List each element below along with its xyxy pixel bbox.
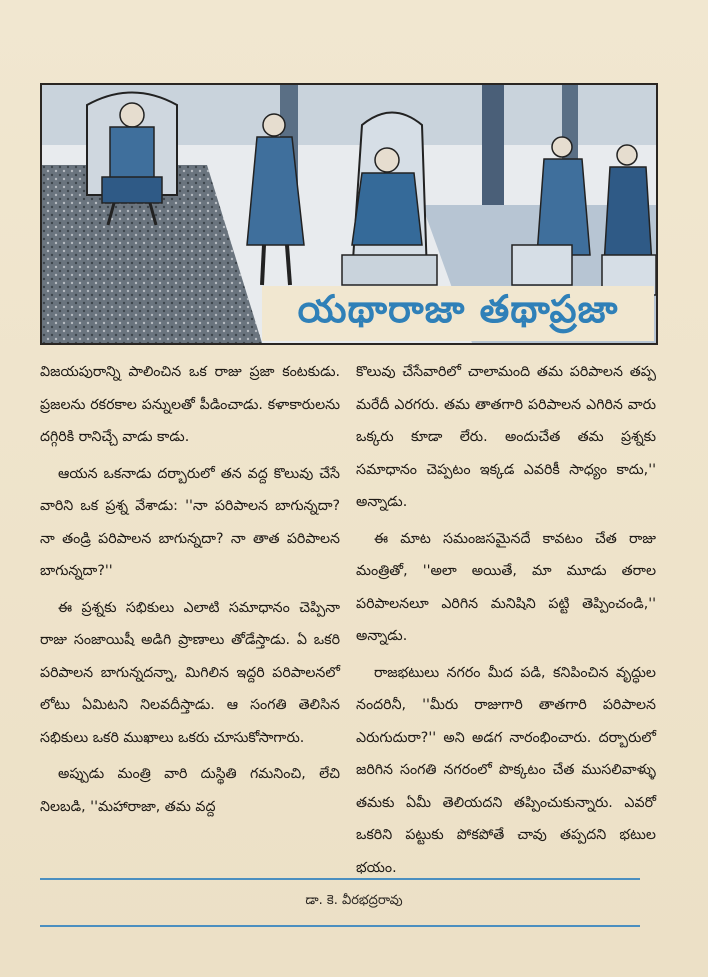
paragraph: ఈ ప్రశ్నకు సభికులు ఎలాటి సమాధానం చెప్పినా రాజు సంజాయిషీ అడిగి ప్రాణాలు తోడేస్తాడు. ఏ ఒకరి పరిపాలన బాగున్నదన్నా, మిగిలిన ఇద్దరి పరిపాలనలో లోటు ఏమిటని నిలవదీస్తాడు. ఆ సంగతి తెలిసిన సభికులు ఒకరి ముఖాలు ఒకరు చూసుకోసాగారు. bbox=[40, 599, 340, 746]
title-panel bbox=[262, 286, 654, 341]
divider-bottom bbox=[40, 925, 640, 927]
divider-top bbox=[40, 878, 640, 880]
story-title: యథారాజా తథాప్రజా bbox=[297, 286, 619, 331]
paragraph: ఈ మాట సమంజసమైనదే కావటం చేత రాజు మంత్రితో, ''అలా అయితే, మా మూడు తరాల పరిపాలనలూ ఎరిగిన మనిషిని పట్టి తెప్పించండి,'' అన్నాడు. bbox=[356, 530, 656, 644]
paragraph: రాజభటులు నగరం మీద పడి, కనిపించిన వృద్ధుల నందరినీ, ''మీరు రాజుగారి తాతగారి పరిపాలన ఎరుగుదురా?'' అని అడగ నారంభించారు. దర్బారులో జరిగిన సంగతి నగరంలో పొక్కటం చేత ముసలివాళ్ళు తమకు ఏమీ తెలియదని తప్పించుకున్నారు. ఎవరో ఒకరిని పట్టుకు పోకపోతే చావు తప్పదని భటుల భయం. bbox=[356, 664, 656, 876]
left-text-column bbox=[40, 356, 340, 827]
author-byline: డా. కె. వీరభద్రరావు bbox=[305, 893, 403, 908]
paragraph: విజయపురాన్ని పాలించిన ఒక రాజు ప్రజా కంటకుడు. ప్రజలను రకరకాల పన్నులతో పీడించాడు. కళాకారులను దగ్గిరికి రానిచ్చే వాడు కాడు. bbox=[40, 364, 340, 445]
paragraph: అప్పుడు మంత్రి వారి దుస్థితి గమనించి, లేచి నిలబడి, ''మహారాజా, తమ వద్ద bbox=[40, 766, 340, 815]
right-text-column bbox=[356, 356, 656, 888]
paragraph: ఆయన ఒకనాడు దర్బారులో తన వద్ద కొలువు చేసే వారిని ఒక ప్రశ్న వేశాడు: ''నా పరిపాలన బాగున్నదా? నా తండ్రి పరిపాలన బాగున్నదా? నా తాత పరిపాలన బాగున్నదా?'' bbox=[40, 465, 340, 579]
paragraph: కొలువు చేసేవారిలో చాలామంది తమ పరిపాలన తప్ప మరేదీ ఎరగరు. తమ తాతగారి పరిపాలన ఎగిరిన వారు ఒక్కరు కూడా లేరు. అందుచేత తమ ప్రశ్నకు సమాధానం చెప్పటం ఇక్కడ ఎవరికీ సాధ్యం కాదు,'' అన్నాడు. bbox=[356, 364, 656, 510]
